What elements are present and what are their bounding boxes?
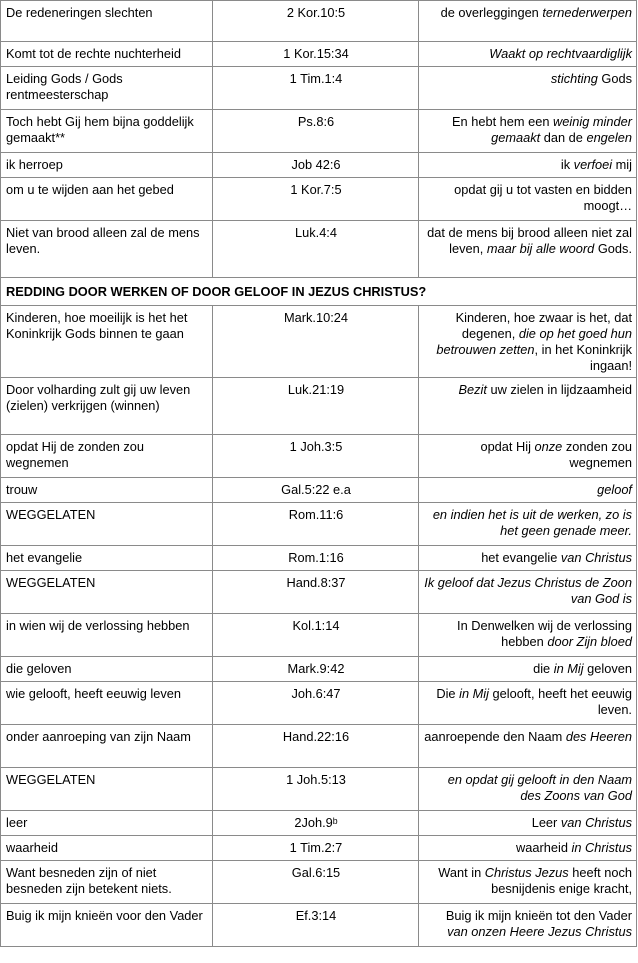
verse-reference-cell: 1 Joh.5:13 [213,768,419,811]
modern-translation-cell: die geloven [1,657,213,682]
table-row [1,614,637,657]
text-segment: heeft noch besnijdenis enige kracht, [491,865,632,896]
italic-text-segment: verfoei [573,157,613,172]
verse-reference-cell: Joh.6:47 [213,682,419,725]
statenvertaling-cell [419,1,637,42]
modern-translation-cell: om u te wijden aan het gebed [1,178,213,221]
text-segment: dan de [540,130,587,145]
verse-reference-cell: Kol.1:14 [213,614,419,657]
italic-text-segment: weinig minder gemaakt [491,114,632,145]
statenvertaling-cell [419,811,637,836]
italic-text-segment: onze [534,439,563,454]
italic-text-segment: Ik geloof dat Jezus Christus de Zoon van God is [424,575,632,606]
table-row [1,153,637,178]
table-row [1,110,637,153]
modern-translation-cell: Toch hebt Gij hem bijna goddelijk gemaakt** [1,110,213,153]
statenvertaling-cell [419,110,637,153]
statenvertaling-cell [419,546,637,571]
text-segment: het evangelie [481,550,561,565]
verse-reference-cell: 1 Joh.3:5 [213,435,419,478]
statenvertaling-cell [419,221,637,278]
text-segment: zonden zou wegnemen [562,439,632,470]
statenvertaling-cell [419,153,637,178]
verse-reference-cell: Mark.9:42 [213,657,419,682]
table-row [1,306,637,378]
table-row [1,221,637,278]
table-row [1,478,637,503]
section-header-row [1,278,637,306]
modern-translation-cell: WEGGELATEN [1,503,213,546]
table-row [1,546,637,571]
verse-reference-cell: Ps.8:6 [213,110,419,153]
verse-reference-cell: 1 Kor.7:5 [213,178,419,221]
text-segment: Gods [597,71,632,86]
table-row [1,861,637,904]
table-row [1,1,637,42]
text-segment: die [533,661,554,676]
italic-text-segment: engelen [586,130,632,145]
italic-text-segment: in Mij [553,661,584,676]
modern-translation-cell: in wien wij de verlossing hebben [1,614,213,657]
italic-text-segment: Bezit [458,382,487,397]
text-segment: opdat gij u tot vasten en bidden moogt… [454,182,632,213]
statenvertaling-cell [419,904,637,947]
italic-text-segment: maar bij alle woord [486,241,595,256]
table-row [1,67,637,110]
modern-translation-cell: waarheid [1,836,213,861]
modern-translation-cell: WEGGELATEN [1,768,213,811]
text-segment: , in het Koninkrijk ingaan! [534,342,632,373]
text-segment: Want in [438,865,485,880]
modern-translation-cell: Leiding Gods / Gods rentmeesterschap [1,67,213,110]
modern-translation-cell: het evangelie [1,546,213,571]
table-row [1,682,637,725]
text-segment: Die [436,686,460,701]
text-segment: aanroepende den Naam [424,729,566,744]
text-segment: In Denwelken wij de verlossing hebben [457,618,632,649]
modern-translation-cell: Buig ik mijn knieën voor den Vader [1,904,213,947]
text-segment: Kinderen, hoe zwaar is het, dat degenen, [455,310,632,341]
italic-text-segment: des Heeren [565,729,632,744]
comparison-table-body [1,1,637,947]
text-segment: de overleggingen [440,5,543,20]
text-segment: ik [560,157,574,172]
modern-translation-cell: Want besneden zijn of niet besneden zijn betekent niets. [1,861,213,904]
modern-translation-cell: Komt tot de rechte nuchterheid [1,42,213,67]
table-row [1,435,637,478]
section-title: REDDING DOOR WERKEN OF DOOR GELOOF IN JEZUS CHRISTUS? [1,278,637,306]
statenvertaling-cell [419,478,637,503]
verse-reference-cell: Rom.11:6 [213,503,419,546]
table-row [1,503,637,546]
verse-reference-cell: Gal.5:22 e.a [213,478,419,503]
statenvertaling-cell [419,614,637,657]
text-segment: dat de mens bij brood alleen niet zal leven, [427,225,632,256]
modern-translation-cell: Door volharding zult gij uw leven (zielen) verkrijgen (winnen) [1,378,213,435]
statenvertaling-cell [419,67,637,110]
statenvertaling-cell [419,503,637,546]
italic-text-segment: van Christus [560,550,632,565]
modern-translation-cell: Niet van brood alleen zal de mens leven. [1,221,213,278]
modern-translation-cell: trouw [1,478,213,503]
text-segment: gelooft, heeft het eeuwig leven. [488,686,632,717]
italic-text-segment: en indien het is uit de werken, zo is het geen genade meer. [432,507,632,538]
italic-text-segment: Christus Jezus [484,865,569,880]
modern-translation-cell: onder aanroeping van zijn Naam [1,725,213,768]
text-segment: mij [612,157,632,172]
verse-reference-cell: Luk.4:4 [213,221,419,278]
text-segment: En hebt hem een [452,114,554,129]
statenvertaling-cell [419,682,637,725]
verse-reference-cell: Rom.1:16 [213,546,419,571]
verse-reference-cell: Luk.21:19 [213,378,419,435]
table-row [1,836,637,861]
statenvertaling-cell [419,768,637,811]
verse-reference-cell: Mark.10:24 [213,306,419,378]
table-row [1,571,637,614]
italic-text-segment: in Mij [459,686,489,701]
italic-text-segment: geloof [597,482,632,497]
text-segment: uw zielen in lijdzaamheid [486,382,632,397]
verse-reference-cell: Gal.6:15 [213,861,419,904]
italic-text-segment: Waakt op rechtvaardiglijk [489,46,632,61]
italic-text-segment: stichting [550,71,598,86]
modern-translation-cell: Kinderen, hoe moeilijk is het het Koninkrijk Gods binnen te gaan [1,306,213,378]
table-row [1,42,637,67]
verse-reference-cell: 1 Kor.15:34 [213,42,419,67]
text-segment: waarheid [516,840,572,855]
text-segment: opdat Hij [480,439,535,454]
italic-text-segment: in Christus [571,840,632,855]
text-segment: Gods. [594,241,632,256]
modern-translation-cell: De redeneringen slechten [1,1,213,42]
statenvertaling-cell [419,836,637,861]
modern-translation-cell: leer [1,811,213,836]
table-row [1,725,637,768]
statenvertaling-cell [419,725,637,768]
verse-reference-cell: 1 Tim.2:7 [213,836,419,861]
modern-translation-cell: WEGGELATEN [1,571,213,614]
italic-text-segment: ternederwerpen [542,5,632,20]
statenvertaling-cell [419,42,637,67]
text-segment: Leer [531,815,561,830]
table-row [1,378,637,435]
verse-reference-cell: Hand.22:16 [213,725,419,768]
italic-text-segment: van Christus [560,815,632,830]
statenvertaling-cell [419,861,637,904]
statenvertaling-cell [419,378,637,435]
table-row [1,811,637,836]
italic-text-segment: van onzen Heere Jezus Christus [447,924,632,939]
table-row [1,768,637,811]
italic-text-segment: en opdat gij gelooft in den Naam des Zoons van God [447,772,632,803]
verse-reference-cell: 2 Kor.10:5 [213,1,419,42]
text-segment: Buig ik mijn knieën tot den Vader [445,908,632,923]
table-row [1,178,637,221]
text-segment: geloven [583,661,632,676]
verse-reference-cell: Ef.3:14 [213,904,419,947]
verse-reference-cell: Hand.8:37 [213,571,419,614]
statenvertaling-cell [419,657,637,682]
verse-reference-cell: 1 Tim.1:4 [213,67,419,110]
table-row [1,904,637,947]
statenvertaling-cell [419,571,637,614]
modern-translation-cell: opdat Hij de zonden zou wegnemen [1,435,213,478]
verse-reference-cell: Job 42:6 [213,153,419,178]
italic-text-segment: door Zijn bloed [547,634,632,649]
statenvertaling-cell [419,435,637,478]
italic-text-segment: die op het goed hun betrouwen zetten [436,326,632,357]
statenvertaling-cell [419,178,637,221]
table-row [1,657,637,682]
modern-translation-cell: wie gelooft, heeft eeuwig leven [1,682,213,725]
verse-reference-cell: 2Joh.9ᵇ [213,811,419,836]
statenvertaling-cell [419,306,637,378]
modern-translation-cell: ik herroep [1,153,213,178]
